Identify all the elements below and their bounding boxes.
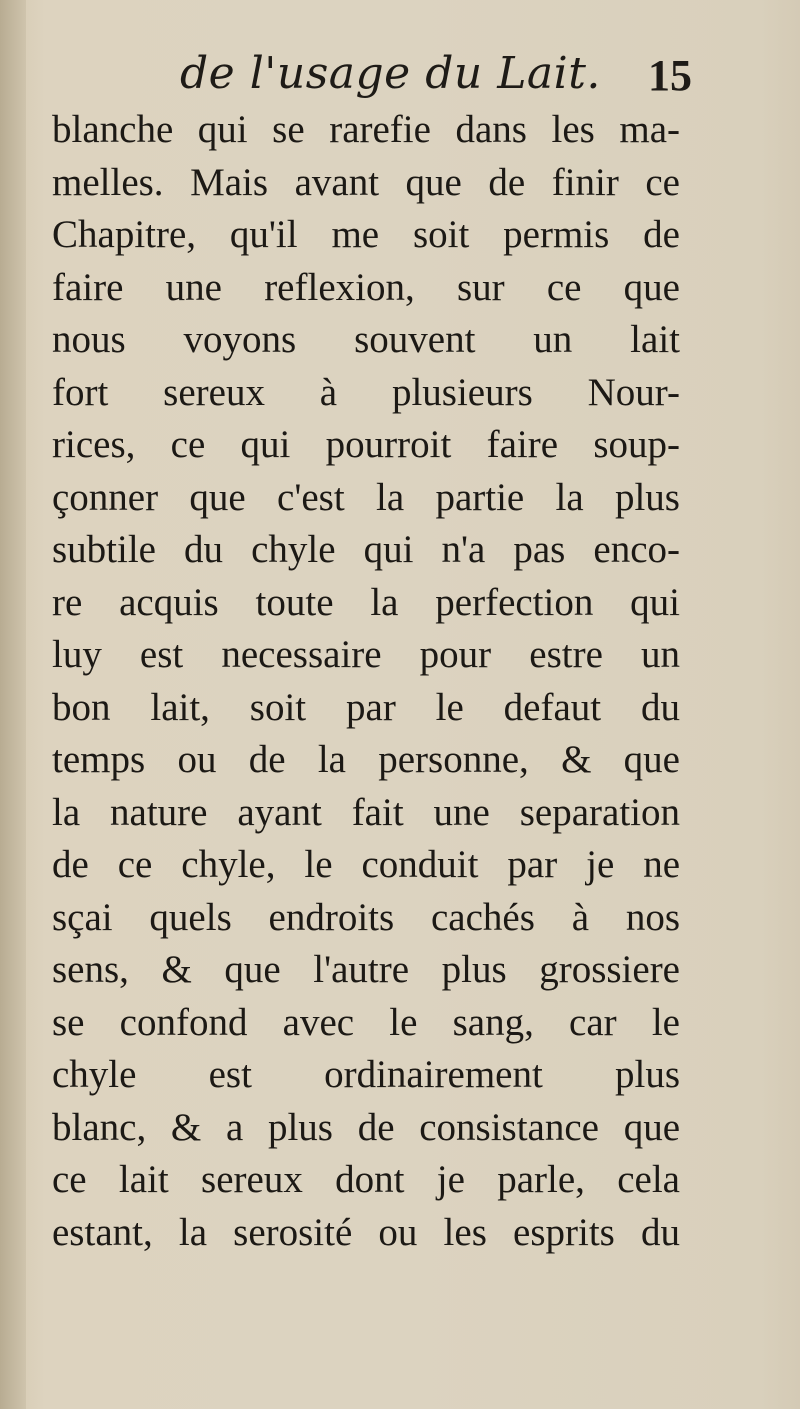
text-line: çonner que c'est la partie la plus [52,475,680,519]
text-line: blanc, & a plus de consistance que [52,1105,680,1149]
text-line: temps ou de la personne, & que [52,738,680,781]
text-line: subtile du chyle qui n'a pas enco- [52,528,680,571]
body-text [52,104,680,1259]
text-line: la nature ayant fait une separation [52,790,680,834]
text-line: luy est necessaire pour estre un [52,633,680,676]
text-line: rices, ce qui pourroit faire soup- [52,423,680,466]
text-line: estant, la serosité ou les esprits du [52,1210,680,1254]
text-line: Chapitre, qu'il me soit permis de [52,213,680,256]
page-gutter [0,0,26,1409]
text-line: sens, & que l'autre plus grossiere [52,948,680,991]
text-line: fort sereux à plusieurs Nour- [52,370,680,414]
text-line: bon lait, soit par le defaut du [52,685,680,729]
text-line: chyle est ordinairement plus [52,1053,680,1096]
text-line: melles. Mais avant que de finir ce [52,160,680,204]
text-line: blanche qui se rarefie dans les ma- [52,108,680,151]
text-line: faire une reflexion, sur ce que [52,265,680,309]
text-line: re acquis toute la perfection qui [52,580,680,624]
page-number: 15 [648,51,692,100]
text-line: se confond avec le sang, car le [52,1000,680,1044]
text-line: ce lait sereux dont je parle, cela [52,1158,680,1201]
text-line: de ce chyle, le conduit par je ne [52,843,680,886]
text-line: sçai quels endroits cachés à nos [52,895,680,939]
page-header [0,48,800,108]
running-title: de l'usage du Lait. [180,48,601,99]
text-line: nous voyons souvent un lait [52,318,680,361]
